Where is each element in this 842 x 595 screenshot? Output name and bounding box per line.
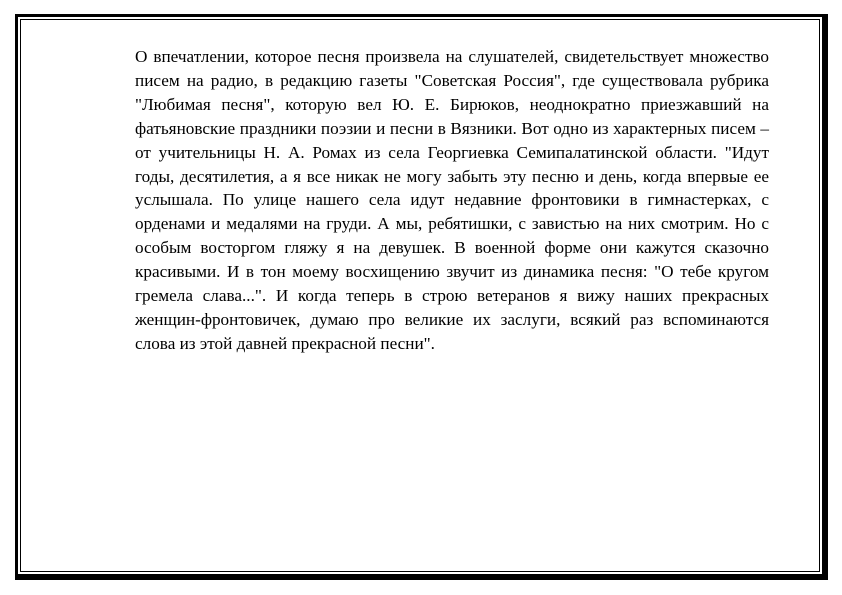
body-paragraph: О впечатлении, которое песня произвела на слушателей, свидетельствует множество писем на радио, в редакцию газеты "Советская Россия", где существовала рубрика "Любимая песня", которую вел Ю. Е. Бирюков, неоднократно приезжавший на фатьяновские праздники поэзии и песни в Вязники. Вот одно из характерных писем – от учительницы Н. А. Ромах из села Георгиевка Семипалатинской области. "Идут годы, десятилетия, а я все никак не могу забыть эту песню и день, когда впервые ее услышала. По улице нашего села идут недавние фронтовики в гимнастерках, с орденами и медалями на груди. А мы, ребятишки, с завистью на них смотрим. Но с особым восторгом гляжу я на девушек. В военной форме они кажутся сказочно красивыми. И в тон моему восхищению звучит из динамика песня: "О тебе кругом гремела слава...". И когда теперь в строю ветеранов я вижу наших прекрасных женщин-фронтовичек, думаю про великие их заслуги, всякий раз вспоминаются слова из этой давней прекрасной песни". xyxy=(135,47,769,353)
slide-frame xyxy=(15,14,828,580)
